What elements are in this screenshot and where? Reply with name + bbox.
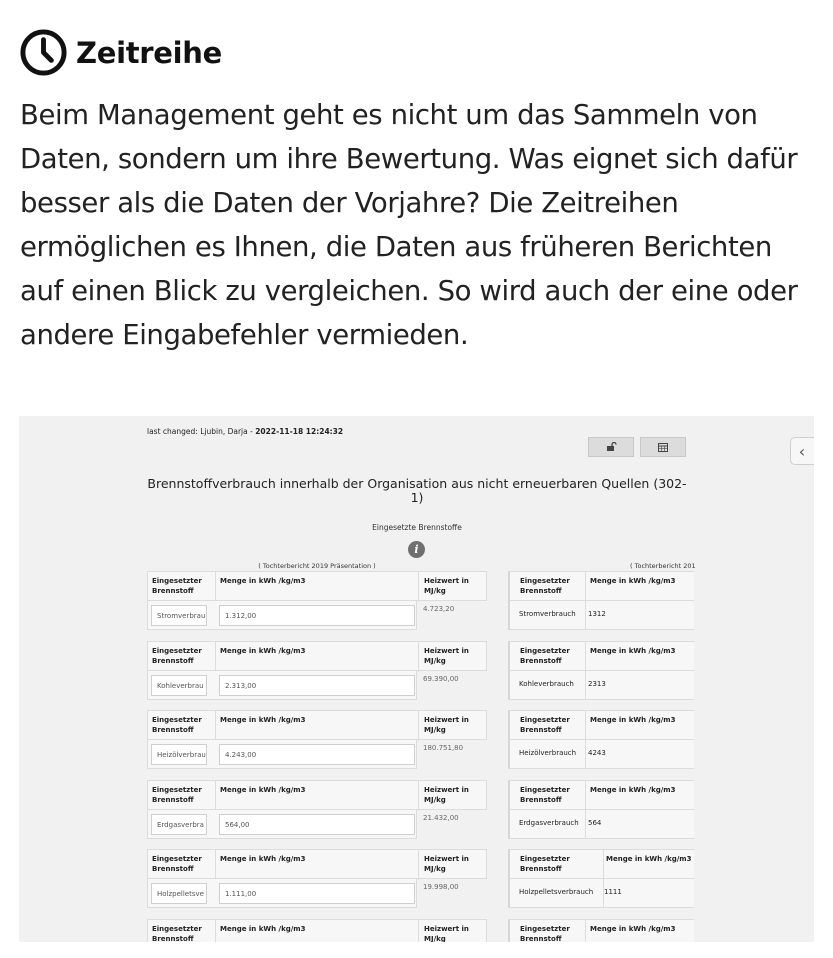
table-row <box>508 849 694 919</box>
header-fuel: Eingesetzter Brennstoff <box>520 855 570 873</box>
amount-input[interactable]: 4.243,00 <box>219 744 415 765</box>
amount-input[interactable]: 1.111,00 <box>219 883 415 904</box>
fuel-input[interactable]: Holzpelletsve <box>151 883 207 904</box>
prev-fuel: Heizölverbrauch <box>519 749 577 757</box>
prev-amount: 1312 <box>588 610 606 618</box>
header-fuel: Eingesetzter Brennstoff <box>152 646 202 665</box>
info-icon[interactable]: i <box>408 541 425 558</box>
table-row <box>147 849 487 919</box>
header-fuel: Eingesetzter Brennstoff <box>152 924 202 942</box>
last-changed-info <box>147 427 343 436</box>
header-heating: Heizwert in MJ/kg <box>424 924 469 942</box>
header-amount: Menge in kWh /kg/m3 <box>590 716 676 724</box>
header-fuel: Eingesetzter Brennstoff <box>152 577 202 595</box>
fuel-input[interactable]: Stromverbrau <box>151 605 207 626</box>
prev-fuel: Kohleverbrauch <box>519 679 574 688</box>
header-fuel: Eingesetzter Brennstoff <box>520 577 570 595</box>
amount-input[interactable]: 564,00 <box>219 814 415 835</box>
heating-value: 4.723,20 <box>423 605 455 613</box>
header-fuel: Eingesetzter Brennstoff <box>520 785 570 804</box>
header-heating: Heizwert in MJ/kg <box>424 855 469 873</box>
amount-input[interactable]: 1.312,00 <box>219 605 415 626</box>
table-row <box>147 641 487 711</box>
feature-description: Beim Management geht es nicht um das Sammeln von Daten, sondern um ihre Bewertung. Was eignet sich dafür besser als die Daten der Vorjahre? Die Zeitreihen ermöglichen es Ihnen, die Daten aus früheren Berichten auf einen Blick zu vergleichen. So wird auch der eine oder andere Eingabefehler vermieden. <box>20 99 798 351</box>
last-changed-user: Ljubin, Darja - <box>200 427 253 436</box>
section-subtitle: Eingesetzte Brennstoffe <box>372 523 462 532</box>
header-fuel: Eingesetzter Brennstoff <box>152 855 202 873</box>
prev-amount: 4243 <box>588 749 606 757</box>
clock-icon <box>19 28 68 77</box>
app-screenshot <box>19 416 814 942</box>
table-row <box>147 571 487 641</box>
header-amount: Menge in kWh /kg/m3 <box>220 716 306 724</box>
header-fuel: Eingesetzter Brennstoff <box>520 924 570 942</box>
fuel-input[interactable]: Heizölverbrau <box>151 744 207 765</box>
calendar-button[interactable] <box>640 437 686 457</box>
fuel-input[interactable]: Erdgasverbra <box>151 814 207 835</box>
current-report-table <box>147 571 487 942</box>
header-amount: Menge in kWh /kg/m3 <box>220 577 306 585</box>
unlock-icon <box>606 442 617 452</box>
header-fuel: Eingesetzter Brennstoff <box>520 716 570 734</box>
header-amount: Menge in kWh /kg/m3 <box>220 855 306 863</box>
previous-report-table <box>508 571 694 942</box>
header-amount: Menge in kWh /kg/m3 <box>590 646 676 655</box>
header-amount: Menge in kWh /kg/m3 <box>220 646 306 655</box>
prev-amount: 564 <box>588 818 602 827</box>
header-amount: Menge in kWh /kg/m3 <box>590 785 676 794</box>
header-fuel: Eingesetzter Brennstoff <box>152 785 202 804</box>
header-fuel: Eingesetzter Brennstoff <box>152 716 202 734</box>
header-amount: Menge in kWh /kg/m3 <box>220 785 306 794</box>
last-changed-label: last changed: <box>147 427 198 436</box>
header-amount: Menge in kWh /kg/m3 <box>590 924 676 933</box>
table-row <box>147 780 487 850</box>
feature-header <box>19 28 222 77</box>
amount-input[interactable]: 2.313,00 <box>219 675 415 696</box>
prev-fuel: Erdgasverbrauch <box>519 818 579 827</box>
prev-fuel: Holzpelletsverbrauch <box>519 888 594 896</box>
sidebar-toggle-button[interactable] <box>790 437 814 465</box>
heating-value: 180.751,80 <box>423 744 464 752</box>
header-heating: Heizwert in MJ/kg <box>424 716 469 734</box>
fuel-input[interactable]: Kohleverbrau <box>151 675 207 696</box>
header-heating: Heizwert in MJ/kg <box>424 577 469 595</box>
heating-value: 21.432,00 <box>423 813 459 822</box>
header-heating: Heizwert in MJ/kg <box>424 646 469 665</box>
header-fuel: Eingesetzter Brennstoff <box>520 646 570 665</box>
last-changed-date: 2022-11-18 12:24:32 <box>255 427 344 436</box>
unlock-button[interactable] <box>588 437 634 457</box>
table-row <box>147 919 487 943</box>
table-row <box>508 780 694 850</box>
section-title: Brennstoffverbrauch innerhalb der Organisation aus nicht erneuerbaren Quellen (302-1) <box>147 476 687 505</box>
heating-value: 69.390,00 <box>423 674 459 683</box>
table-row <box>508 571 694 641</box>
prev-amount: 1111 <box>604 888 622 896</box>
prev-fuel: Stromverbrauch <box>519 610 576 618</box>
feature-title: Zeitreihe <box>76 35 223 70</box>
heating-value: 19.998,00 <box>423 883 459 891</box>
table-row <box>147 710 487 780</box>
header-amount: Menge in kWh /kg/m3 <box>590 577 676 585</box>
table-row <box>508 710 694 780</box>
right-table-caption: ( Tochterbericht 201 <box>630 562 696 570</box>
header-amount: Menge in kWh /kg/m3 <box>220 924 306 933</box>
header-amount: Menge in kWh /kg/m3 <box>606 855 692 863</box>
table-row <box>508 641 694 711</box>
table-row <box>508 919 694 943</box>
chevron-left-icon: ‹ <box>798 441 806 461</box>
left-table-caption: ( Tochterbericht 2019 Präsentation ) <box>258 562 376 570</box>
prev-amount: 2313 <box>588 679 606 688</box>
header-heating: Heizwert in MJ/kg <box>424 785 469 804</box>
calendar-icon <box>658 443 668 452</box>
